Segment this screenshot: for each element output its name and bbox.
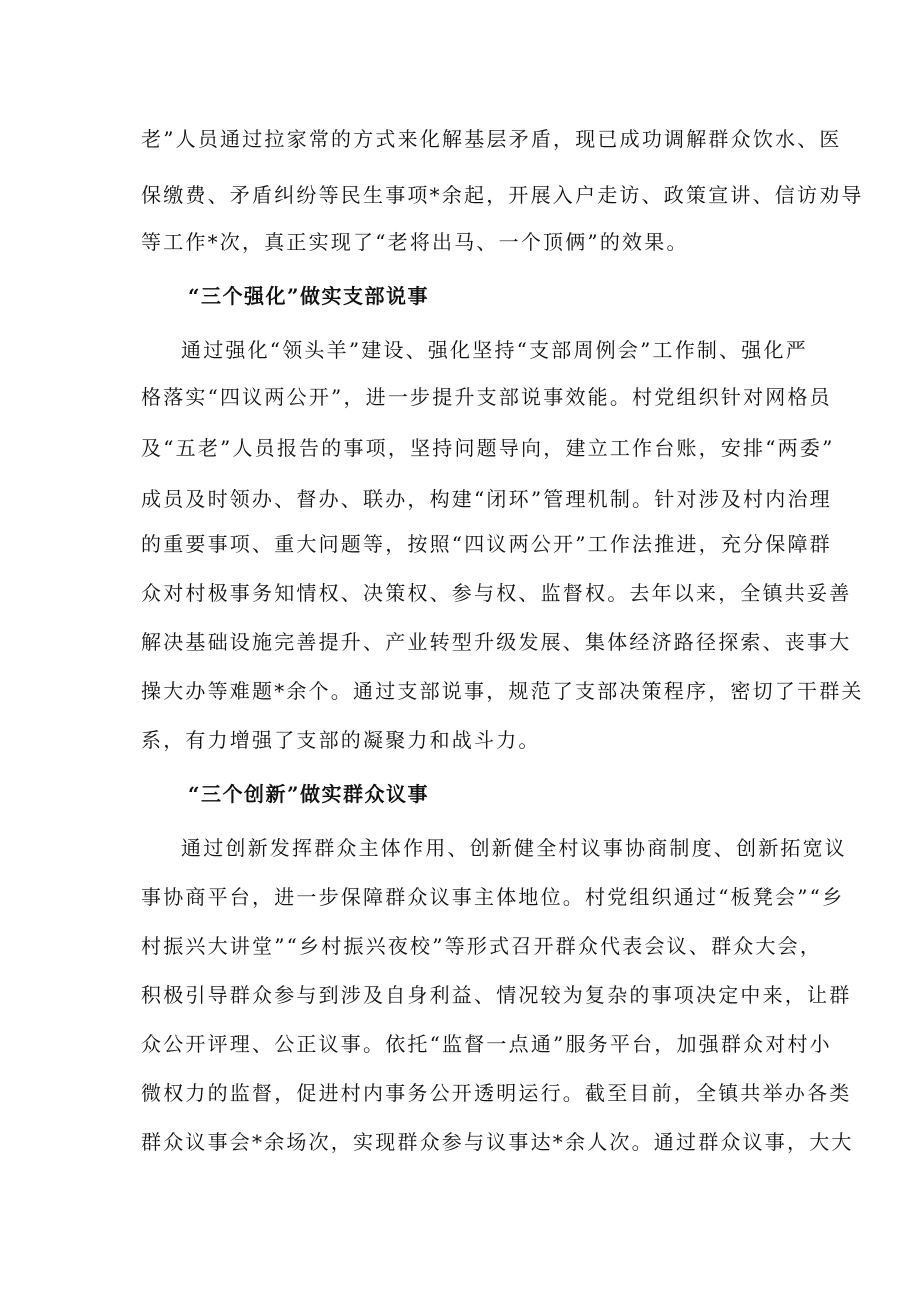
paragraph-3-line: 村振兴大讲堂”“乡村振兴夜校”等形式召开群众代表会议、群众大会， [141, 934, 823, 958]
paragraph-1-line: 老”人员通过拉家常的方式来化解基层矛盾，现已成功调解群众饮水、医 [141, 127, 842, 151]
paragraph-2-line: 及“五老”人员报告的事项，坚持问题导向，建立工作台账，安排“两委” [141, 436, 835, 460]
paragraph-1-line: 保缴费、矛盾纠纷等民生事项*余起，开展入户走访、政策宣讲、信访劝导 [141, 183, 864, 207]
section-heading-strengthen: “三个强化”做实支部说事 [188, 284, 430, 308]
paragraph-3-line: 积极引导群众参与到涉及自身利益、情况较为复杂的事项决定中来，让群 [141, 983, 852, 1007]
paragraph-2-line: 的重要事项、重大问题等，按照“四议两公开”工作法推进，充分保障群 [141, 532, 832, 556]
paragraph-2-line: 操大办等难题*余个。通过支部说事，规范了支部决策程序，密切了干群关 [141, 679, 864, 703]
paragraph-1-line: 等工作*次，真正实现了“老将出马、一个顶俩”的效果。 [141, 230, 689, 254]
paragraph-2-line: 通过强化“领头羊”建设、强化坚持“支部周例会”工作制、强化严 [181, 338, 808, 362]
paragraph-2-line: 系，有力增强了支部的凝聚力和战斗力。 [141, 728, 541, 752]
paragraph-2-line: 众对村极事务知情权、决策权、参与权、监督权。去年以来，全镇共妥善 [141, 581, 852, 605]
paragraph-3-line: 群众议事会*余场次，实现群众参与议事达*余人次。通过群众议事，大大 [141, 1130, 854, 1154]
paragraph-2-line: 格落实“四议两公开”，进一步提升支部说事效能。村党组织针对网格员 [141, 385, 832, 409]
paragraph-3-line: 众公开评理、公正议事。依托“监督一点通”服务平台，加强群众对村小 [141, 1032, 832, 1056]
paragraph-2-line: 成员及时领办、督办、联办，构建“闭环”管理机制。针对涉及村内治理 [141, 487, 832, 511]
paragraph-3-line: 事协商平台，进一步保障群众议事主体地位。村党组织通过“板凳会”“乡 [141, 885, 845, 909]
paragraph-2-line: 解决基础设施完善提升、产业转型升级发展、集体经济路径探索、丧事大 [141, 630, 852, 654]
section-heading-innovate: “三个创新”做实群众议事 [188, 782, 430, 806]
paragraph-3-line: 通过创新发挥群众主体作用、创新健全村议事协商制度、创新拓宽议 [181, 836, 847, 860]
paragraph-3-line: 微权力的监督，促进村内事务公开透明运行。截至目前，全镇共举办各类 [141, 1081, 852, 1105]
